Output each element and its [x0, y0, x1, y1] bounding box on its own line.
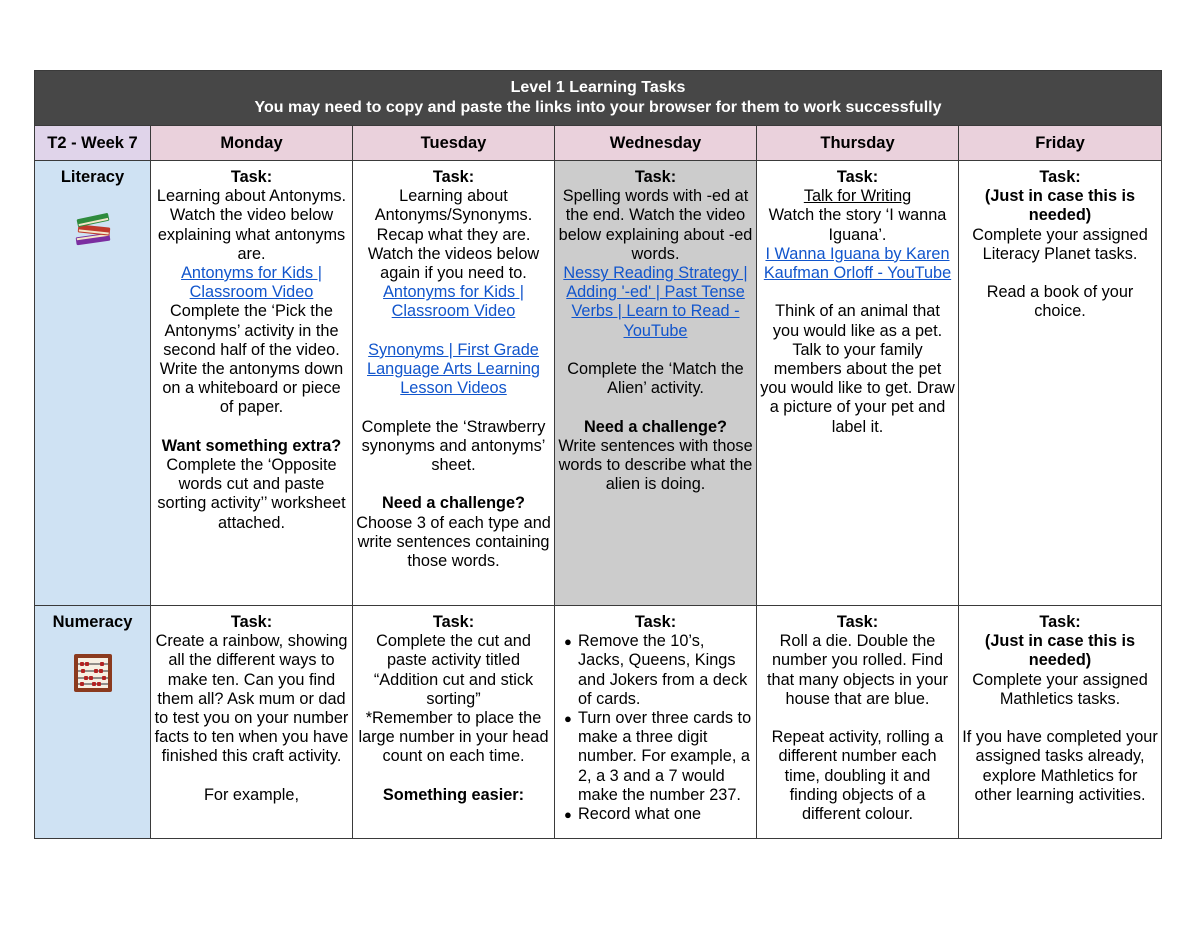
- task-text: Create a rainbow, showing all the different ways to make ten. Can you find them all? Ask mum or dad to test you on your number facts to ten when you have finished this craft activity.: [154, 632, 349, 766]
- literacy-monday-cell: [151, 161, 353, 606]
- task-text: Write sentences with those words to describe what the alien is doing.: [558, 436, 753, 494]
- talk-for-writing-heading: Talk for Writing: [803, 187, 912, 206]
- task-text: Learning about Antonyms/Synonyms. Recap what they are. Watch the videos below again if you need to.: [367, 187, 540, 283]
- task-text: Complete the cut and paste activity titled “Addition cut and stick sorting”: [373, 632, 534, 708]
- task-text: Think of an animal that you would like as a pet. Talk to your family members about the pet you would like to get. Draw a picture of your pet and label it.: [760, 302, 955, 436]
- learning-tasks-table: [34, 70, 1162, 839]
- task-label: Task:: [230, 613, 273, 631]
- task-text: Complete the ‘Pick the Antonyms’ activity in the second half of the video. Write the antonyms down on a whiteboard or piece of paper.: [159, 302, 344, 417]
- day-header-row: [35, 126, 1162, 161]
- task-text: Complete your assigned Literacy Planet tasks.: [972, 225, 1148, 263]
- task-text: Complete your assigned Mathletics tasks.: [972, 670, 1148, 708]
- task-text: *Remember to place the large number in your head count on each time.: [358, 709, 549, 766]
- just-in-case-note: (Just in case this is needed): [984, 187, 1136, 225]
- numeracy-monday-cell: [151, 606, 353, 839]
- literacy-tuesday-cell: [353, 161, 555, 606]
- page-title: Level 1 Learning Tasks: [510, 79, 686, 96]
- synonyms-video-link[interactable]: Synonyms | First Grade Language Arts Learning Lesson Videos: [367, 340, 540, 398]
- task-text: If you have completed your assigned tasks already, explore Mathletics for other learning activities.: [962, 728, 1158, 804]
- day-header-wednesday: Wednesday: [555, 126, 757, 161]
- challenge-heading: Need a challenge?: [584, 417, 727, 436]
- literacy-thursday-cell: [757, 161, 959, 606]
- list-item: ● Turn over three cards to make a three digit number. For example, a 2, a 3 and a 7 would make the number 237.: [558, 709, 753, 805]
- list-item: ● Remove the 10’s, Jacks, Queens, Kings and Jokers from a deck of cards.: [558, 632, 753, 709]
- abacus-icon: [72, 652, 114, 694]
- task-text: Learning about Antonyms. Watch the video below explaining what antonyms are.: [156, 187, 347, 263]
- day-header-monday: Monday: [151, 126, 353, 161]
- task-text: Complete the ‘Strawberry synonyms and antonyms’ sheet.: [361, 417, 546, 475]
- numeracy-row: [35, 606, 1162, 839]
- antonyms-video-link[interactable]: Antonyms for Kids | Classroom Video: [383, 283, 524, 321]
- easier-heading: Something easier:: [382, 785, 525, 804]
- learning-tasks-page: [34, 70, 1161, 828]
- task-text: Complete the ‘Match the Alien’ activity.: [567, 360, 744, 398]
- task-label: Task:: [230, 168, 273, 186]
- table-header: [35, 71, 1162, 126]
- page-subtitle: You may need to copy and paste the links into your browser for them to work successfully: [254, 99, 942, 116]
- day-header-thursday: Thursday: [757, 126, 959, 161]
- task-text: Roll a die. Double the number you rolled. Find that many objects in your house that are blue.: [767, 632, 948, 708]
- numeracy-friday-cell: [959, 606, 1162, 839]
- task-label: Task:: [1039, 613, 1081, 631]
- literacy-row: [35, 161, 1162, 606]
- week-label: T2 - Week 7: [35, 126, 151, 161]
- literacy-wednesday-cell: [555, 161, 757, 606]
- numeracy-subject-cell: [35, 606, 151, 839]
- task-text: Complete the ‘Opposite words cut and paste sorting activity’’ worksheet attached.: [157, 456, 346, 532]
- task-text: For example,: [203, 785, 299, 804]
- subject-label: Numeracy: [52, 613, 133, 631]
- challenge-heading: Need a challenge?: [382, 494, 525, 513]
- iguana-video-link[interactable]: I Wanna Iguana by Karen Kaufman Orloff - YouTube: [763, 244, 952, 283]
- task-text: Choose 3 of each type and write sentences containing those words.: [356, 513, 551, 571]
- task-label: Task:: [432, 613, 475, 631]
- task-label: Task:: [432, 168, 475, 186]
- task-text: Read a book of your choice.: [986, 283, 1134, 321]
- task-text: Repeat activity, rolling a different number each time, doubling it and finding objects of a different colour.: [771, 728, 944, 824]
- day-header-tuesday: Tuesday: [353, 126, 555, 161]
- subject-label: Literacy: [60, 168, 125, 186]
- literacy-friday-cell: [959, 161, 1162, 606]
- nessy-video-link[interactable]: Nessy Reading Strategy | Adding '-ed' | Past Tense Verbs | Learn to Read - YouTube: [563, 264, 748, 340]
- numeracy-wednesday-cell: [555, 606, 757, 839]
- day-header-friday: Friday: [959, 126, 1162, 161]
- task-label: Task:: [634, 613, 677, 631]
- books-icon: [72, 207, 114, 249]
- numeracy-thursday-cell: [757, 606, 959, 839]
- extra-heading: Want something extra?: [161, 436, 342, 455]
- just-in-case-note: (Just in case this is needed): [984, 632, 1136, 670]
- antonyms-video-link[interactable]: Antonyms for Kids | Classroom Video: [181, 264, 322, 302]
- task-text: Watch the story ‘I wanna Iguana’.: [768, 206, 947, 244]
- task-label: Task:: [634, 168, 677, 186]
- task-label: Task:: [836, 168, 879, 186]
- task-label: Task:: [836, 613, 879, 631]
- card-steps-list: [558, 632, 753, 824]
- task-label: Task:: [1039, 168, 1081, 186]
- literacy-subject-cell: [35, 161, 151, 606]
- numeracy-tuesday-cell: [353, 606, 555, 839]
- list-item: ● Record what one: [558, 805, 753, 824]
- task-text: Spelling words with -ed at the end. Watch the video below explaining about -ed words.: [558, 187, 753, 263]
